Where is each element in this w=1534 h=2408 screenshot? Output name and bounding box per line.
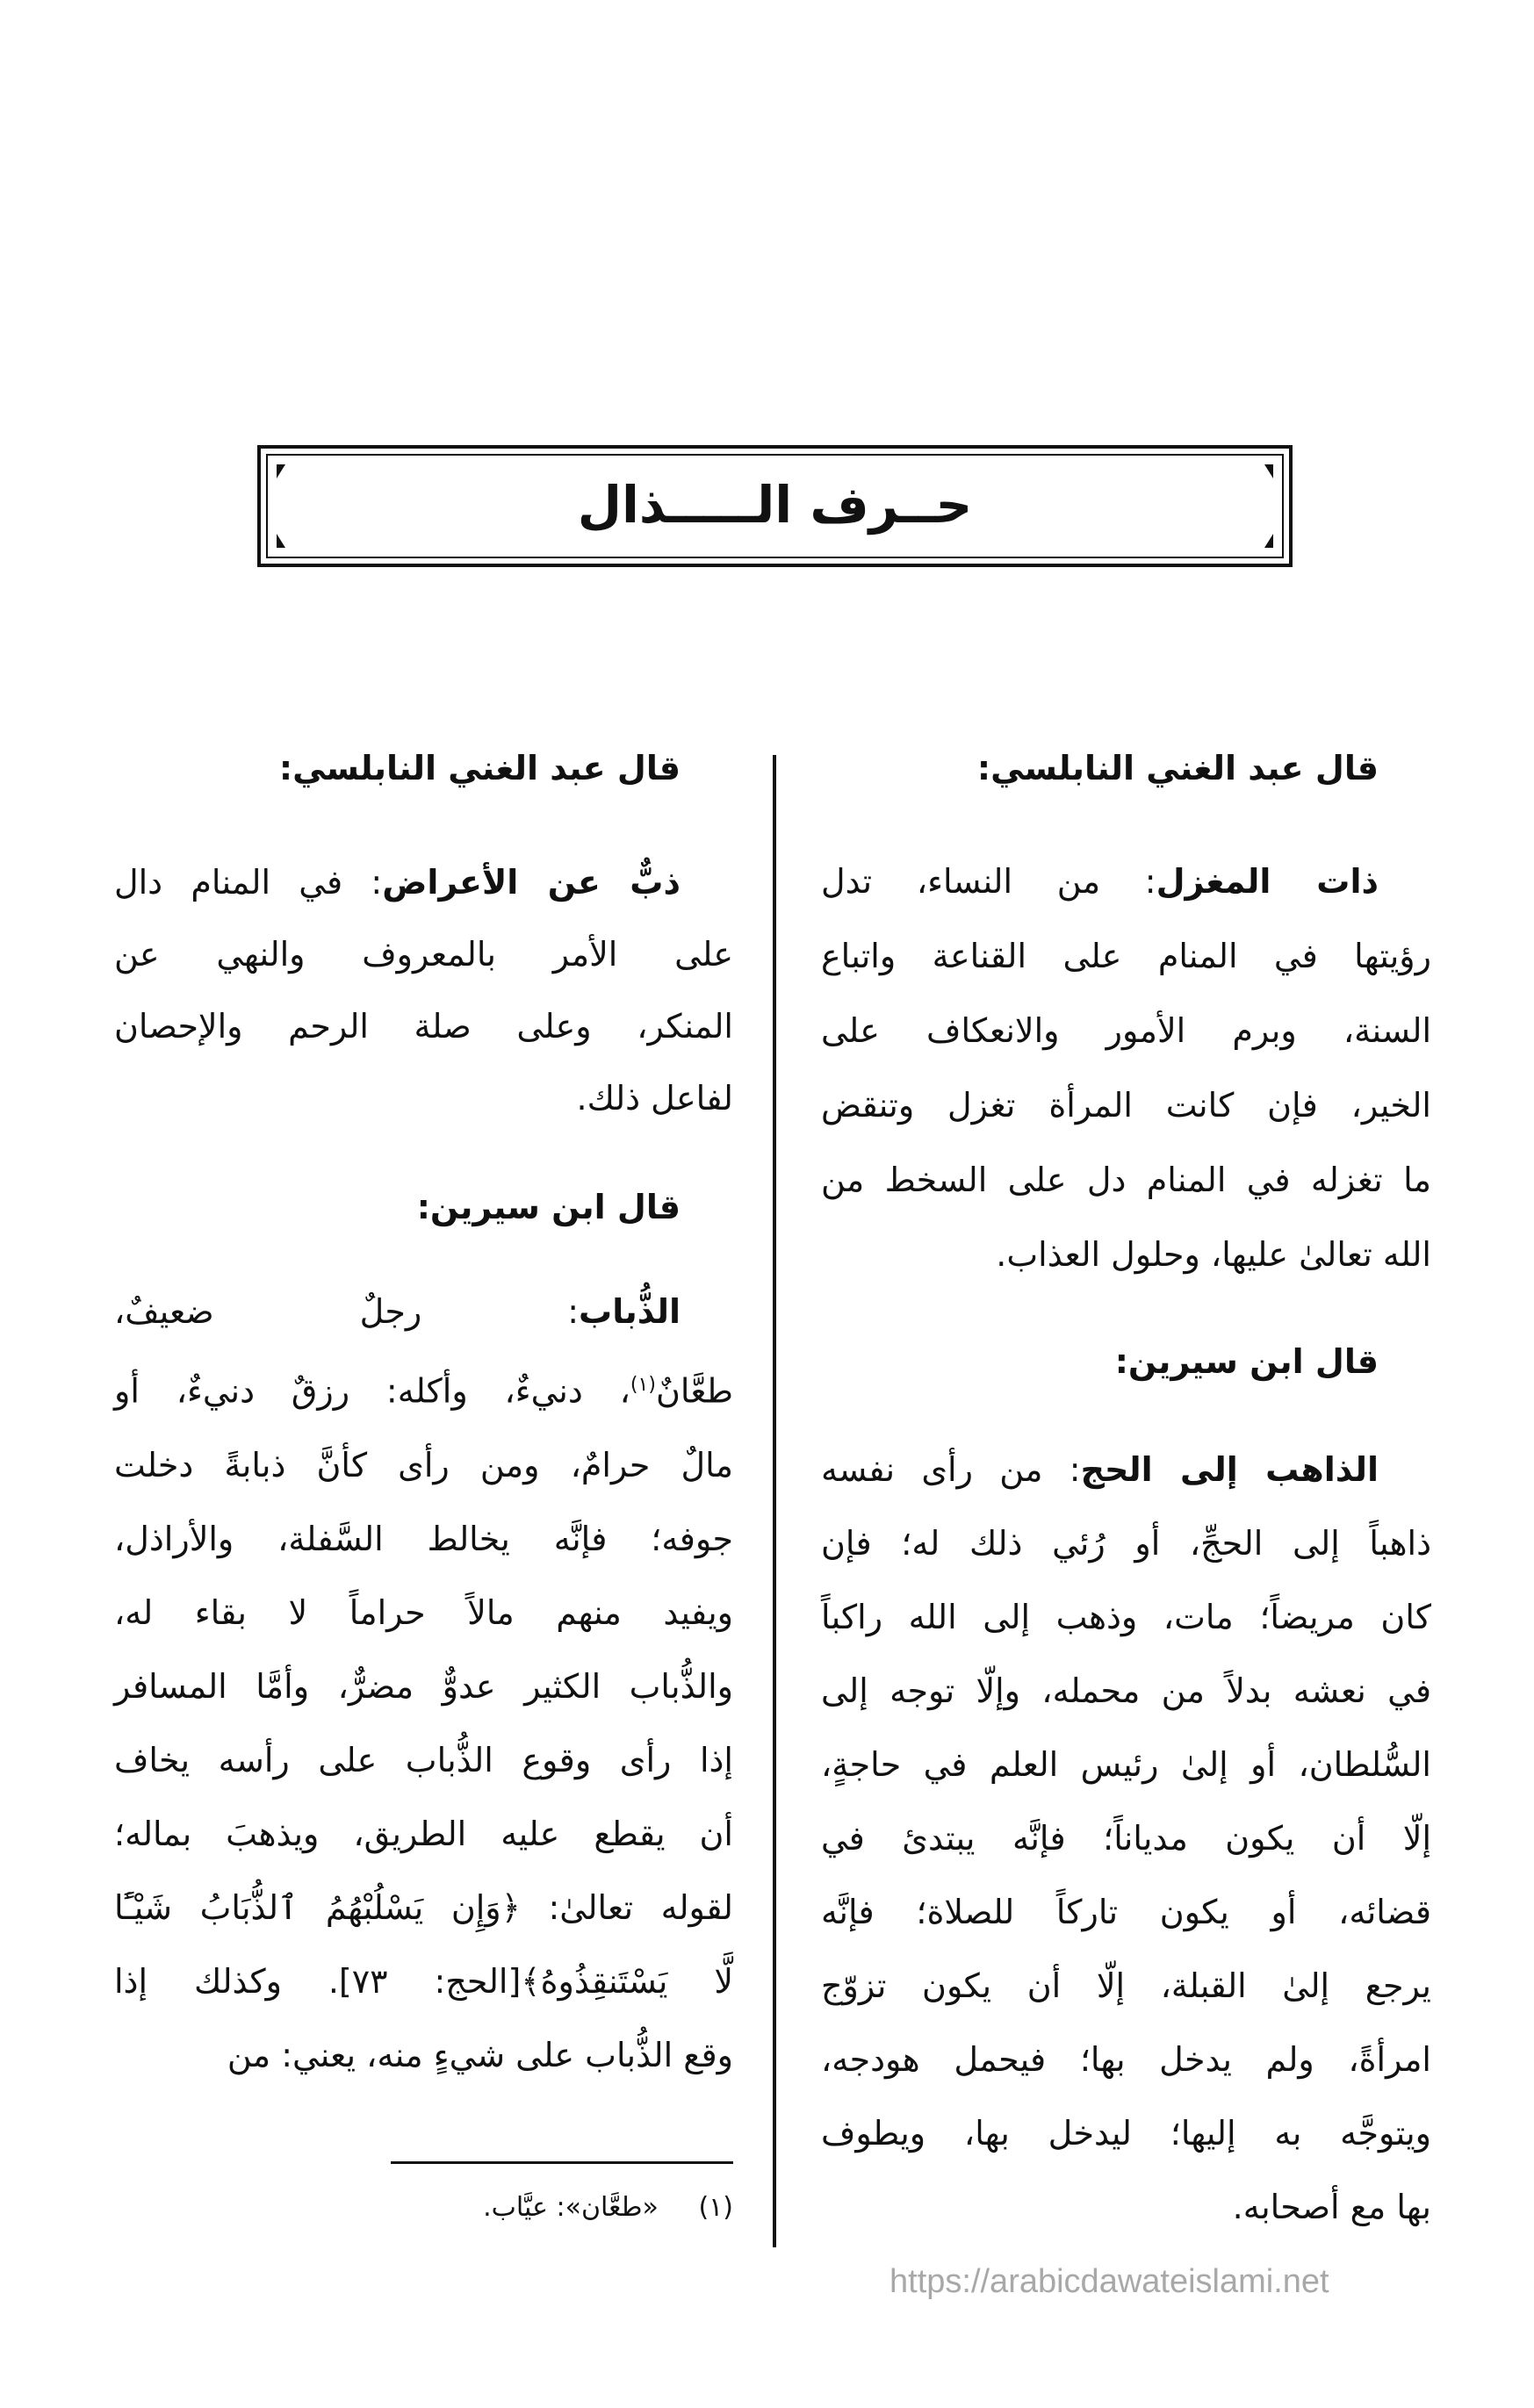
entry-paragraph <box>821 845 1431 1292</box>
entry-term: ذبٌّ عن الأعراض <box>382 863 681 902</box>
text-line: السنة، وبرم الأمور والانعكاف على <box>821 1011 1431 1050</box>
text-line: الله تعالىٰ عليها، وحلول العذاب. <box>996 1235 1431 1274</box>
text-line: ذاهباً إلى الحجِّ، أو رُئي ذلك له؛ فإن <box>821 1524 1431 1563</box>
text-line: لقوله تعالىٰ: ﴿وَإِن يَسْلُبْهُمُ ٱلذُّبَابُ شَيْـًٔا <box>114 1887 733 1927</box>
text-line: مالٌ حرامٌ، ومن رأى كأنَّ ذبابةً دخلت <box>114 1445 733 1484</box>
text-line <box>114 1348 733 1428</box>
section-heading: قال عبد الغني النابلسي: <box>976 749 1379 787</box>
chapter-title-box <box>257 445 1293 567</box>
entry-paragraph <box>821 1433 1431 2244</box>
corner-ornament-icon <box>1264 534 1273 548</box>
text-line: الخير، فإن كانت المرأة تغزل وتنقض <box>821 1086 1431 1125</box>
text-line: أن يقطع عليه الطريق، ويذهبَ بماله؛ <box>114 1814 733 1853</box>
footnote <box>378 2186 733 2230</box>
entry-term: ذات المغزل <box>1156 862 1379 901</box>
text-line: المنكر، وعلى صلة الرحم والإحصان <box>114 1007 733 1046</box>
section-heading: قال ابن سيرين: <box>1114 1342 1379 1381</box>
text-line: قضائه، أو يكون تاركاً للصلاة؛ فإنَّه <box>821 1893 1431 1931</box>
footnote-text: «طعَّان»: عيَّاب. <box>483 2192 659 2223</box>
text-line: رؤيتها في المنام على القناعة واتباع <box>821 937 1431 975</box>
entry-paragraph <box>114 1275 733 2092</box>
text-line: ويفيد منهم مالاً حراماً لا بقاء له، <box>114 1592 733 1632</box>
text-line: على الأمر بالمعروف والنهي عن <box>114 935 733 974</box>
text-line: جوفه؛ فإنَّه يخالط السَّفلة، والأراذل، <box>114 1519 733 1558</box>
text-line: في نعشه بدلاً من محمله، وإلّا توجه إلى <box>821 1671 1431 1710</box>
footnote-number: (١) <box>698 2192 733 2223</box>
text-line: ما تغزله في المنام دل على السخط من <box>821 1161 1431 1199</box>
text-line: ويتوجَّه به إليها؛ ليدخل بها، ويطوف <box>821 2114 1431 2153</box>
text-line: السُّلطان، أو إلىٰ رئيس العلم في حاجةٍ، <box>821 1745 1431 1784</box>
text-line <box>114 1275 733 1348</box>
section-heading: قال عبد الغني النابلسي: <box>278 749 681 787</box>
chapter-title: حــرف الـــــذال <box>577 475 973 535</box>
text-line: إذا رأى وقوع الذُّباب على رأسه يخاف <box>114 1740 733 1779</box>
text-line <box>821 845 1431 919</box>
section-heading: قال ابن سيرين: <box>416 1188 681 1226</box>
text-segment: : من رأى نفسه <box>821 1450 1081 1489</box>
text-line: كان مريضاً؛ مات، وذهب إلى الله راكباً <box>821 1598 1431 1636</box>
text-line: إلّا أن يكون مدياناً؛ فإنَّه يبتدئ في <box>821 1819 1431 1858</box>
text-line: لَّا يَسْتَنقِذُوهُ﴾[الحج: ٧٣]. وكذلك إذا <box>114 1961 733 2001</box>
text-line: والذُّباب الكثير عدوٌّ مضرٌّ، وأمَّا المسافر <box>114 1666 733 1706</box>
text-line: بها مع أصحابه. <box>1232 2188 1431 2226</box>
text-line: لفاعل ذلك. <box>576 1079 733 1118</box>
entry-term: الذُّباب <box>579 1292 681 1331</box>
text-line <box>821 1433 1431 1506</box>
text-segment: : في المنام دال <box>114 863 383 902</box>
text-segment: ، دنيءٌ، وأكله: رزقٌ دنيءٌ، أو <box>114 1371 630 1411</box>
entry-term: الذاهب إلى الحج <box>1080 1450 1379 1489</box>
text-segment: : من النساء، تدل <box>821 862 1156 901</box>
entry-paragraph <box>114 846 733 1134</box>
column-divider <box>773 755 776 2247</box>
text-line: امرأةً، ولم يدخل بها؛ فيحمل هودجه، <box>821 2040 1431 2079</box>
text-line <box>114 846 733 918</box>
footnote-ref: (١) <box>630 1374 656 1396</box>
corner-ornament-icon <box>277 534 285 548</box>
text-line: يرجع إلىٰ القبلة، إلّا أن يكون تزوّج <box>821 1966 1431 2005</box>
text-segment: طعَّانٌ <box>655 1371 733 1411</box>
footnote-rule <box>391 2161 733 2164</box>
watermark-url: https://arabicdawateislami.net <box>889 2263 1329 2300</box>
text-segment: : رجلٌ ضعيفٌ، <box>114 1292 580 1331</box>
text-line: وقع الذُّباب على شيءٍ منه، يعني: من <box>227 2035 733 2074</box>
